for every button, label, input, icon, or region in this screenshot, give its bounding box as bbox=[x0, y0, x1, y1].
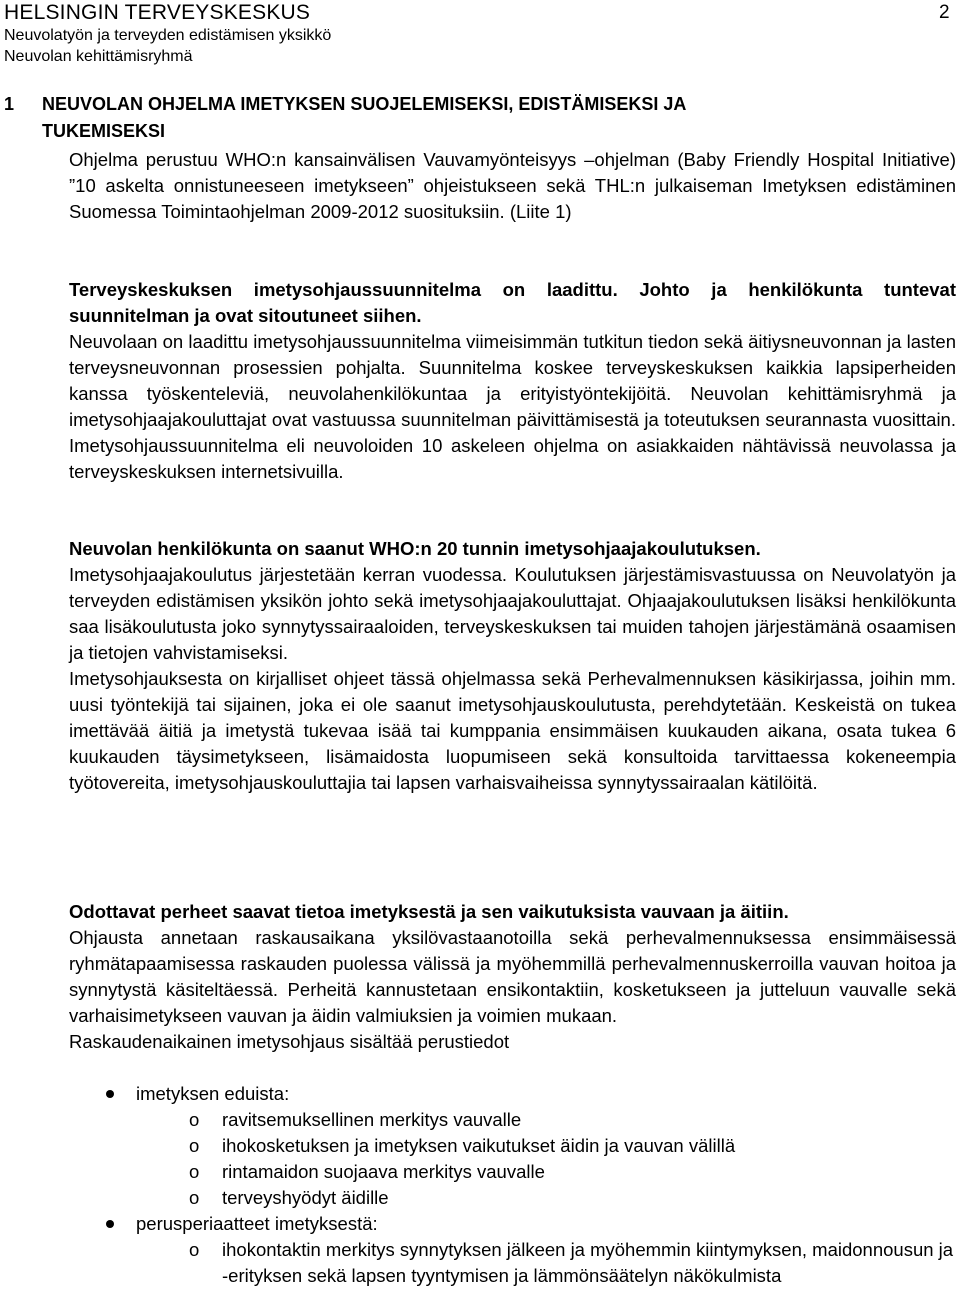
sub-bullet-icon: o bbox=[189, 1187, 200, 1208]
header-group: Neuvolan kehittämisryhmä bbox=[4, 48, 193, 65]
section-3 bbox=[69, 899, 956, 1055]
sub-list-item-text: ihokosketuksen ja imetyksen vaikutukset äidin ja vauvan välillä bbox=[222, 1135, 736, 1156]
heading-line-2: TUKEMISEKSI bbox=[42, 121, 166, 141]
section-1-title: Terveyskeskuksen imetysohjaussuunnitelma on laadittu. Johto ja henkilökunta tuntevat suunnitelman ja ovat sitoutuneet siihen. bbox=[69, 279, 956, 326]
sub-bullet-icon: o bbox=[189, 1135, 200, 1156]
section-3-list-intro: Raskaudenaikainen imetysohjaus sisältää perustiedot bbox=[69, 1031, 510, 1052]
sub-list-item-text: rintamaidon suojaava merkitys vauvalle bbox=[222, 1161, 545, 1182]
sub-list-item bbox=[0, 1185, 960, 1211]
section-2 bbox=[69, 536, 956, 796]
bullet-icon bbox=[106, 1090, 114, 1098]
section-2-text-2: Imetysohjauksesta on kirjalliset ohjeet tässä ohjelmassa sekä Perhevalmennuksen käsikirjassa, joihin mm. uusi työntekijä tai sijainen, joka ei ole saanut imetysohjauskoulutusta, perehdytetään. Keskeistä on tukea imettävää äitiä ja imetystä tukevaa isää tai kumppania ensimmäisen kuukauden aikana, osata tukea 6 kuukauden täysimetykseen, lisämaidosta luopumiseen sekä konsultoida tarvittaessa kokeneempia työtovereita, imetysohjauskouluttajia tai lapsen varhaisvaiheissa synnytyssairaalan kätilöitä. bbox=[69, 668, 956, 793]
sub-bullet-icon: o bbox=[189, 1239, 200, 1260]
section-2-text-1: Imetysohjaajakoulutus järjestetään kerran vuodessa. Koulutuksen järjestämisvastuussa on Neuvolatyön ja terveyden edistämisen yksikön johto sekä imetysohjaajakouluttajat. Ohjaajakoulutuksen lisäksi henkilökunta saa lisäkoulutusta joko synnytyssairaaloiden, terveyskeskuksen tai muiden tahojen järjestämänä osaamisen ja tietojen vahvistamiseksi. bbox=[69, 564, 956, 663]
section-3-title: Odottavat perheet saavat tietoa imetyksestä ja sen vaikutuksista vauvaan ja äitiin. bbox=[69, 901, 789, 922]
list-item bbox=[0, 1211, 960, 1237]
sub-bullet-icon: o bbox=[189, 1161, 200, 1182]
sub-list-item bbox=[0, 1133, 960, 1159]
list-item-label: imetyksen eduista: bbox=[136, 1083, 290, 1104]
intro-paragraph: Ohjelma perustuu WHO:n kansainvälisen Vauvamyönteisyys –ohjelman (Baby Friendly Hospital Initiative) ”10 askelta onnistuneeseen imetykseen” ohjeistukseen sekä THL:n julkaiseman Imetyksen edistäminen Suomessa Toimintaohjelman 2009-2012 suosituksiin. (Liite 1) bbox=[69, 149, 956, 222]
section-3-text: Ohjausta annetaan raskausaikana yksilövastaanotoilla sekä perhevalmennuksessa ensimmäisessä ryhmätapaamisessa raskauden puolessa välissä ja myöhemmillä perhevalmennuskerroilla vauvan hoitoa ja synnytystä käsiteltäessä. Perheitä kannustetaan ensikontaktiin, kosketukseen ja jutteluun vauvalle sekä varhaisimetykseen vauvan ja äidin valmiuksien ja voimien mukaan. bbox=[69, 927, 956, 1026]
heading-number: 1 bbox=[4, 94, 15, 114]
list-item bbox=[0, 1081, 960, 1107]
sub-bullet-icon: o bbox=[189, 1109, 200, 1130]
header-organization: HELSINGIN TERVEYSKESKUS bbox=[4, 1, 311, 24]
sub-list-item-text: ravitsemuksellinen merkitys vauvalle bbox=[222, 1109, 522, 1130]
section-1 bbox=[69, 277, 956, 485]
sub-list-item bbox=[0, 1237, 960, 1315]
sub-list-item-text: terveyshyödyt äidille bbox=[222, 1187, 389, 1208]
section-2-title: Neuvolan henkilökunta on saanut WHO:n 20 tunnin imetysohjaajakoulutuksen. bbox=[69, 538, 761, 559]
header-unit: Neuvolatyön ja terveyden edistämisen yksikkö bbox=[4, 27, 332, 44]
heading-line-1: NEUVOLAN OHJELMA IMETYKSEN SUOJELEMISEKSI, EDISTÄMISEKSI JA bbox=[42, 94, 687, 114]
page-number: 2 bbox=[939, 2, 950, 23]
bullet-icon bbox=[106, 1220, 114, 1228]
sub-list-item bbox=[0, 1159, 960, 1185]
section-1-text: Neuvolaan on laadittu imetysohjaussuunnitelma viimeisimmän tutkitun tiedon sekä äitiysneuvonnan ja lasten terveysneuvonnan prosessien pohjalta. Suunnitelma koskee terveyskeskuksen kaikkia lapsiperheiden kanssa työskenteleviä, neuvolahenkilökuntaa ja erityistyöntekijöitä. Neuvolan kehittämisryhmä ja imetysohjaajakouluttajat ovat vastuussa suunnitelman päivittämisestä ja toteutuksen seurannasta vuosittain. Imetysohjaussuunnitelma eli neuvoloiden 10 askeleen ohjelma on asiakkaiden nähtävissä neuvolassa ja terveyskeskuksen internetsivuilla. bbox=[69, 331, 956, 482]
sub-list-item bbox=[0, 1107, 960, 1133]
sub-list-item-text: ihokontaktin merkitys synnytyksen jälkeen ja myöhemmin kiintymyksen, maidonnousun ja -erityksen sekä lapsen tyyntymisen ja lämmönsäätelyn näkökulmista bbox=[222, 1239, 954, 1286]
list-item-label: perusperiaatteet imetyksestä: bbox=[136, 1213, 378, 1234]
